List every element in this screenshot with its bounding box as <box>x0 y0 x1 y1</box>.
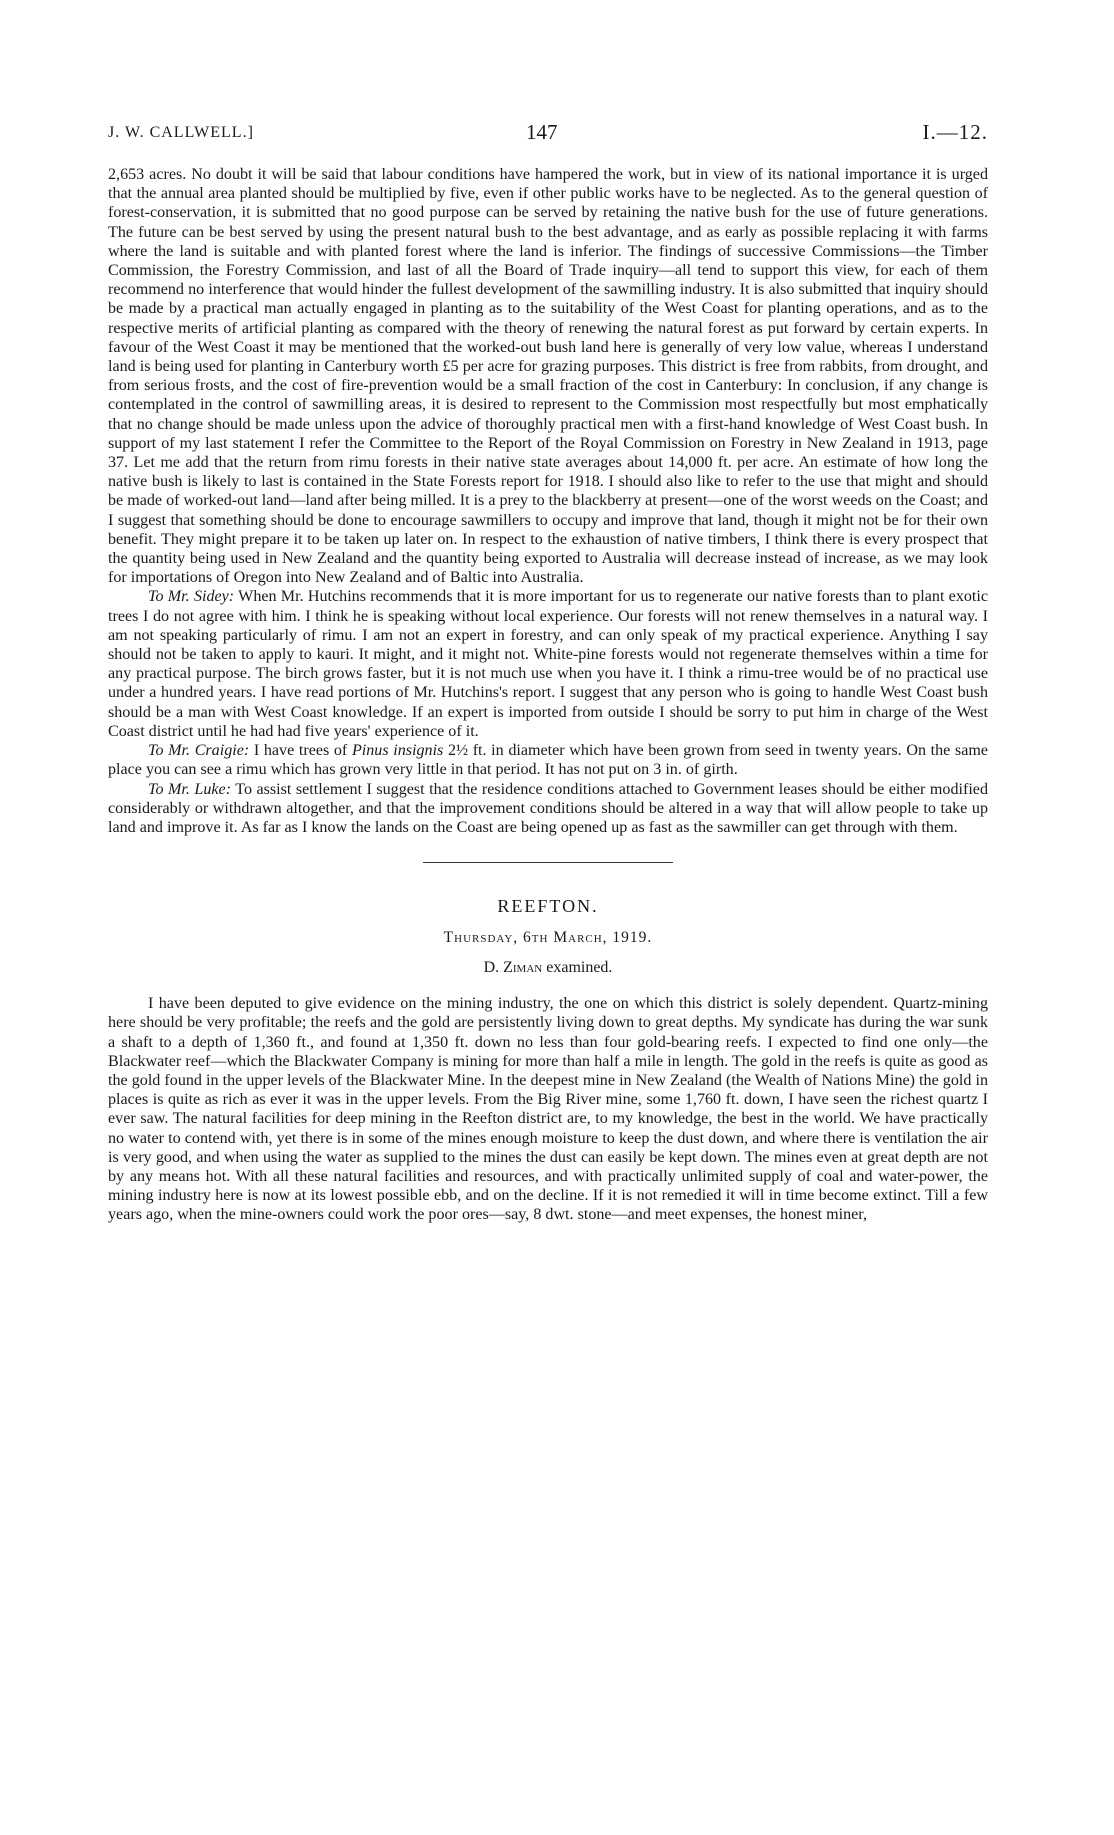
paragraph-to-mr-luke <box>108 780 988 838</box>
hearing-date: Thursday, 6th March, 1919. <box>443 929 653 947</box>
paragraph-to-mr-craigie <box>108 741 988 779</box>
witness-name: D. Ziman <box>483 959 543 977</box>
paragraph-text: 2½ ft. in diameter which have been grown from seed in twenty years. On the same place you can see a rimu which has grown very little in that period. It has not put on 3 in. of girth. <box>108 742 988 779</box>
section-divider <box>423 862 673 863</box>
paragraph-text: I have trees of <box>253 742 348 760</box>
addressee-label: To Mr. Sidey: <box>148 588 235 606</box>
paragraph-text: When Mr. Hutchins recommends that it is more important for us to regenerate our native forests than to plant exotic trees I do not agree with him. I think he is speaking without local experience. Our forests will not renew themselves in a natural way. I am not speaking particularly of rimu. I am not an expert in forestry, and can only speak of my practical experience. Anything I say should not be taken to apply to kauri. It might, and it might not. White-pine forests would not regenerate themselves within a time for any practical purpose. The birch grows faster, but it is not much use when you have it. I think a rimu-tree would be of no practical use under a hundred years. I have read portions of Mr. Hutchins's report. I suggest that any person who is going to handle West Coast bush should be a man with West Coast knowledge. If an expert is imported from outside I should be sorry to put him in charge of the West Coast district until he had had five years' experience of it. <box>108 588 988 740</box>
page-number: 147 <box>526 120 558 144</box>
paragraph-text: To assist settlement I suggest that the residence conditions attached to Government leases should be either modified considerably or withdrawn altogether, and that the improvement conditions should be altered in a way that will allow people to take up land and improve it. As far as I know the lands on the Coast are being opened up as fast as the sawmiller can get through with them. <box>108 780 988 836</box>
witness-header: J. W. CALLWELL.] <box>108 124 254 141</box>
section-heading: REEFTON. <box>497 896 599 917</box>
page-body <box>108 165 988 1225</box>
document-reference: I.—12. <box>922 120 988 144</box>
witness-suffix: examined. <box>546 959 613 977</box>
paragraph-to-mr-sidey <box>108 587 988 741</box>
page-header <box>108 120 988 150</box>
addressee-label: To Mr. Craigie: <box>148 742 250 760</box>
paragraph-mining: I have been deputed to give evidence on the mining industry, the one on which this district is solely dependent. Quartz-mining here should be very profitable; the reefs and the gold are persistently living down to great depths. My syndicate has during the war sunk a shaft to a depth of 1,360 ft., and found at 1,350 ft. down no less than four gold-bearing reefs. I expected to find one only—the Blackwater reef—which the Blackwater Company is mining for more than half a mile in length. The gold in the reefs is quite as good as the gold found in the upper levels of the Blackwater Mine. In the deepest mine in New Zealand (the Wealth of Nations Mine) the gold in places is quite as rich as ever it was in the upper levels. From the Big River mine, some 1,760 ft. down, I have seen the richest quartz I ever saw. The natural facilities for deep mining in the Reefton district are, to my knowledge, the best in the world. We have practically no water to contend with, yet there is in some of the mines enough moisture to keep the dust down, and where there is ventilation the air is very good, and when using the water as supplied to the mines the dust can easily be kept down. The mines even at great depth are not by any means hot. With all these natural facilities and resources, and with practically unlimited supply of coal and water-power, the mining industry here is now at its lowest possible ebb, and on the decline. If it is not remedied it will in time become extinct. Till a few years ago, when the mine-owners could work the poor ores—say, 8 dwt. stone—and meet expenses, the honest miner, <box>108 995 988 1224</box>
species-name: Pinus insignis <box>351 742 444 760</box>
paragraph-forestry: 2,653 acres. No doubt it will be said that labour conditions have hampered the work, but in view of its national importance it is urged that the annual area planted should be multiplied by five, even if other public works have to be neglected. As to the general question of forest-conservation, it is submitted that no good purpose can be served by retaining the native bush for the use of future generations. The future can be best served by using the present natural bush to the best advantage, and as early as possible replacing it with farms where the land is suitable and with planted forest where the land is inferior. The findings of successive Commissions—the Timber Commission, the Forestry Commission, and last of all the Board of Trade inquiry—all tend to support this view, for each of them recommend no interference that would hinder the fullest development of the sawmilling industry. It is also submitted that inquiry should be made by a practical man actually engaged in planting as to the suitability of the West Coast for planting operations, and as to the respective merits of artificial planting as compared with the theory of renewing the natural forest as put forward by certain experts. In favour of the West Coast it may be mentioned that the worked-out bush land here is generally of very low value, whereas I understand land is being used for planting in Canterbury worth £5 per acre for grazing purposes. This district is free from rabbits, from drought, and from serious frosts, and the cost of fire-prevention would be a small fraction of the cost in Canterbury: In conclusion, if any change is contemplated in the control of sawmilling areas, it is desired to represent to the Commission most respectfully but most emphatically that no change should be made unless upon the advice of thoroughly practical men with a first-hand knowledge of West Coast bush. In support of my last statement I refer the Committee to the Report of the Royal Commission on Forestry in New Zealand in 1913, page 37. Let me add that the return from rimu forests in their native state averages about 14,000 ft. per acre. An estimate of how long the native bush is likely to last is contained in the State Forests report for 1918. I should also like to refer to the use that might and should be made of worked-out land—land after being milled. It is a prey to the blackberry at present—one of the worst weeds on the Coast; and I suggest that something should be done to encourage sawmillers to occupy and improve that land, though it might not be for their own benefit. They might prepare it to be taken up later on. In respect to the exhaustion of native timbers, I think there is every prospect that the quantity being used in New Zealand and the quantity being exported to Australia will decrease instead of increase, as we may look for importations of Oregon into New Zealand and of Baltic into Australia. <box>108 166 988 587</box>
addressee-label: To Mr. Luke: <box>148 780 232 798</box>
witness-line <box>108 959 988 977</box>
